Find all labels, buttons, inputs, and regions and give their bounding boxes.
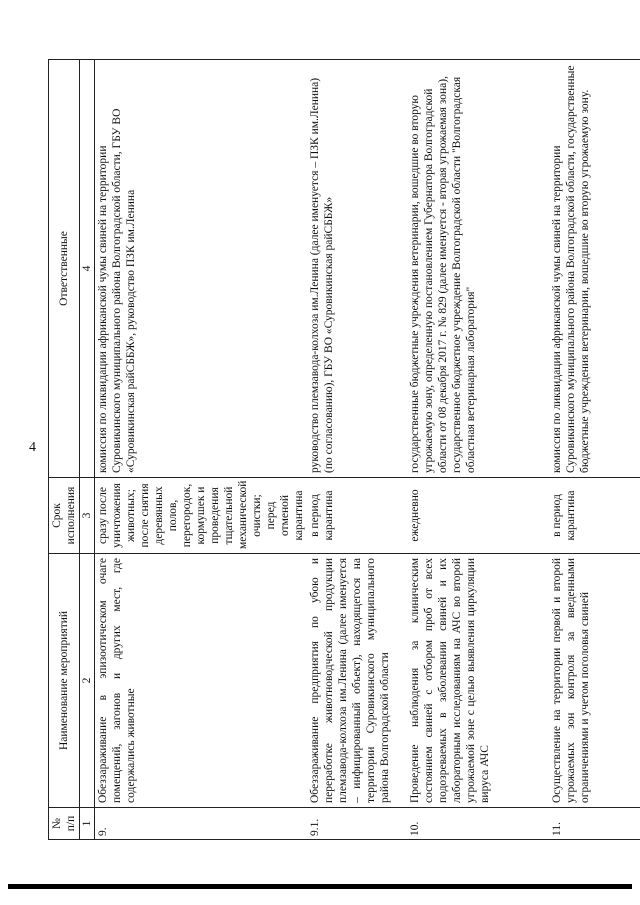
row-due: сразу после уничтожения животных; после снятия деревянных полов, перегородок, кормушек и проведения тщательной механической очистки; перед отменой карантина (95, 478, 308, 554)
row-due: ежедневно (407, 478, 549, 554)
row-measure: Проведение наблюдения за клиническим состоянием свиней с отбором проб от всех подозреваемых в заболевании свиней и их лабораторным исследованиям на АЧС во второй угрожаемой зоне с целью выявления циркуляции вируса АЧС (407, 554, 549, 808)
row-responsible: государственные бюджетные учреждения ветеринарии, вошедшие во вторую угрожаемую зону, определенную постановлением Губернатора Волгоградской области от 08 декабря 2017 г. № 829 (далее именуется - вторая угрожаемая зона), государственное бюджетное учреждение Волгоградской области "Волгоградская областная ветеринарная лаборатория" (407, 60, 549, 478)
bottom-scan-bar (8, 884, 632, 889)
measures-table (48, 59, 640, 840)
row-due: в период карантина (549, 478, 640, 554)
table-row (95, 60, 308, 840)
col-number: 4 (80, 60, 95, 478)
page-number: 4 (29, 440, 36, 455)
table-row (307, 60, 407, 840)
header-name: Наименование мероприятий (49, 554, 80, 808)
row-measure: Осуществление на территории первой и второй угрожаемых зон контроля за введенными ограничениями и учетом поголовья свиней (549, 554, 640, 808)
col-number: 1 (80, 808, 95, 840)
col-number: 3 (80, 478, 95, 554)
table-row (549, 60, 640, 840)
row-number: 9. (95, 808, 308, 840)
row-measure: Обеззараживание предприятия по убою и переработке животноводческой продукции племзавода-колхоза им.Ленина (далее именуется – инфицированный объект), находящегося на территории Суровикинского муниципального района Волгоградской области (307, 554, 407, 808)
row-responsible: комиссия по ликвидации африканской чумы свиней на территории Суровикинского муниципального района Волгоградской области, государственные бюджетные учреждения ветеринарии, вошедшие во вторую угрожаемую зону. (549, 60, 640, 478)
row-due: в период карантина (307, 478, 407, 554)
row-number: 9.1. (307, 808, 407, 840)
row-responsible: руководство племзавода-колхоза им.Ленина (далее именуется – ПЗК им.Ленина) (по согласованию), ГБУ ВО «Суровикинская райСББЖ» (307, 60, 407, 478)
rotated-table-container (48, 60, 591, 840)
table-row (407, 60, 549, 840)
header-resp: Ответственные (49, 60, 80, 478)
table-header-row (49, 60, 80, 840)
column-number-row (80, 60, 95, 840)
row-responsible: комиссия по ликвидации африканской чумы свиней на территории Суровикинского муниципального района Волгоградской области, ГБУ ВО «Суровикинская райСББЖ», руководство ПЗК им.Ленина (95, 60, 308, 478)
col-number: 2 (80, 554, 95, 808)
header-due: Срок исполнения (49, 478, 80, 554)
row-number: 10. (407, 808, 549, 840)
header-no: № п/п (49, 808, 80, 840)
row-number: 11. (549, 808, 640, 840)
row-measure: Обеззараживание в эпизоотическом очаге помещений, загонов и других мест, где содержались животные (95, 554, 308, 808)
